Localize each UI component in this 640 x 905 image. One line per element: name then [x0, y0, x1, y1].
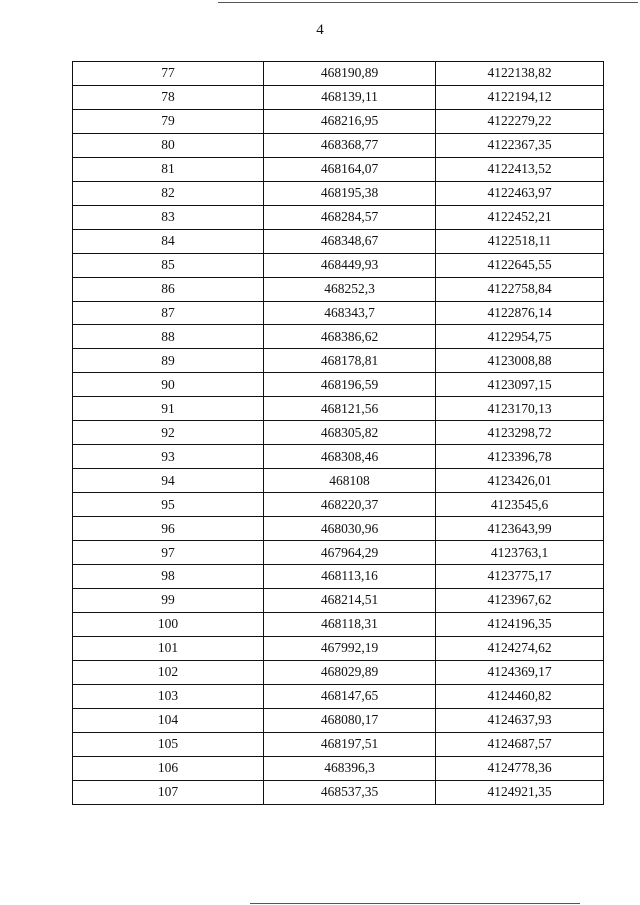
x-coordinate-cell: 468196,59 [264, 373, 436, 397]
table-row [73, 493, 604, 517]
x-coordinate-cell: 468118,31 [264, 612, 436, 636]
table-row [73, 684, 604, 708]
point-number-cell: 99 [73, 588, 264, 612]
point-number-cell: 84 [73, 229, 264, 253]
y-coordinate-cell: 4122452,21 [436, 205, 604, 229]
point-number-cell: 85 [73, 253, 264, 277]
y-coordinate-cell: 4122279,22 [436, 109, 604, 133]
point-number-cell: 80 [73, 133, 264, 157]
table-row [73, 708, 604, 732]
table-row [73, 62, 604, 86]
x-coordinate-cell: 468030,96 [264, 517, 436, 541]
y-coordinate-cell: 4123396,78 [436, 445, 604, 469]
point-number-cell: 87 [73, 301, 264, 325]
point-number-cell: 91 [73, 397, 264, 421]
table-row [73, 133, 604, 157]
x-coordinate-cell: 468252,3 [264, 277, 436, 301]
x-coordinate-cell: 468029,89 [264, 660, 436, 684]
table-row [73, 756, 604, 780]
x-coordinate-cell: 468343,7 [264, 301, 436, 325]
y-coordinate-cell: 4123775,17 [436, 565, 604, 589]
table-row [73, 229, 604, 253]
table-row [73, 301, 604, 325]
x-coordinate-cell: 468396,3 [264, 756, 436, 780]
y-coordinate-cell: 4123170,13 [436, 397, 604, 421]
point-number-cell: 92 [73, 421, 264, 445]
table-row [73, 349, 604, 373]
y-coordinate-cell: 4122645,55 [436, 253, 604, 277]
point-number-cell: 89 [73, 349, 264, 373]
point-number-cell: 88 [73, 325, 264, 349]
x-coordinate-cell: 468214,51 [264, 588, 436, 612]
point-number-cell: 81 [73, 157, 264, 181]
y-coordinate-cell: 4122413,52 [436, 157, 604, 181]
point-number-cell: 101 [73, 636, 264, 660]
x-coordinate-cell: 468197,51 [264, 732, 436, 756]
y-coordinate-cell: 4123008,88 [436, 349, 604, 373]
y-coordinate-cell: 4123643,99 [436, 517, 604, 541]
point-number-cell: 90 [73, 373, 264, 397]
table-row [73, 732, 604, 756]
table-row [73, 181, 604, 205]
coordinates-table-body [73, 62, 604, 805]
y-coordinate-cell: 4124274,62 [436, 636, 604, 660]
y-coordinate-cell: 4123426,01 [436, 469, 604, 493]
point-number-cell: 79 [73, 109, 264, 133]
table-row [73, 780, 604, 804]
y-coordinate-cell: 4123545,6 [436, 493, 604, 517]
table-row [73, 373, 604, 397]
y-coordinate-cell: 4122876,14 [436, 301, 604, 325]
x-coordinate-cell: 468190,89 [264, 62, 436, 86]
y-coordinate-cell: 4124778,36 [436, 756, 604, 780]
table-row [73, 109, 604, 133]
y-coordinate-cell: 4124460,82 [436, 684, 604, 708]
y-coordinate-cell: 4124369,17 [436, 660, 604, 684]
y-coordinate-cell: 4122367,35 [436, 133, 604, 157]
table-row [73, 397, 604, 421]
point-number-cell: 83 [73, 205, 264, 229]
x-coordinate-cell: 468139,11 [264, 85, 436, 109]
x-coordinate-cell: 467992,19 [264, 636, 436, 660]
point-number-cell: 94 [73, 469, 264, 493]
point-number-cell: 96 [73, 517, 264, 541]
point-number-cell: 105 [73, 732, 264, 756]
x-coordinate-cell: 468449,93 [264, 253, 436, 277]
x-coordinate-cell: 468080,17 [264, 708, 436, 732]
point-number-cell: 107 [73, 780, 264, 804]
table-row [73, 541, 604, 565]
y-coordinate-cell: 4123967,62 [436, 588, 604, 612]
table-row [73, 636, 604, 660]
x-coordinate-cell: 468195,38 [264, 181, 436, 205]
table-row [73, 157, 604, 181]
x-coordinate-cell: 468284,57 [264, 205, 436, 229]
y-coordinate-cell: 4123298,72 [436, 421, 604, 445]
point-number-cell: 103 [73, 684, 264, 708]
x-coordinate-cell: 467964,29 [264, 541, 436, 565]
scan-edge-top [218, 2, 638, 3]
y-coordinate-cell: 4124637,93 [436, 708, 604, 732]
table-row [73, 277, 604, 301]
point-number-cell: 100 [73, 612, 264, 636]
x-coordinate-cell: 468216,95 [264, 109, 436, 133]
table-row [73, 565, 604, 589]
x-coordinate-cell: 468220,37 [264, 493, 436, 517]
y-coordinate-cell: 4124921,35 [436, 780, 604, 804]
y-coordinate-cell: 4123097,15 [436, 373, 604, 397]
point-number-cell: 93 [73, 445, 264, 469]
y-coordinate-cell: 4122138,82 [436, 62, 604, 86]
table-row [73, 517, 604, 541]
x-coordinate-cell: 468164,07 [264, 157, 436, 181]
table-row [73, 253, 604, 277]
y-coordinate-cell: 4122758,84 [436, 277, 604, 301]
table-row [73, 612, 604, 636]
x-coordinate-cell: 468368,77 [264, 133, 436, 157]
x-coordinate-cell: 468537,35 [264, 780, 436, 804]
table-row [73, 660, 604, 684]
table-row [73, 469, 604, 493]
y-coordinate-cell: 4124196,35 [436, 612, 604, 636]
point-number-cell: 106 [73, 756, 264, 780]
point-number-cell: 77 [73, 62, 264, 86]
y-coordinate-cell: 4122954,75 [436, 325, 604, 349]
x-coordinate-cell: 468308,46 [264, 445, 436, 469]
x-coordinate-cell: 468305,82 [264, 421, 436, 445]
table-row [73, 588, 604, 612]
point-number-cell: 104 [73, 708, 264, 732]
table-row [73, 205, 604, 229]
scan-edge-bottom [250, 903, 580, 904]
point-number-cell: 102 [73, 660, 264, 684]
coordinates-table [72, 61, 604, 805]
x-coordinate-cell: 468113,16 [264, 565, 436, 589]
x-coordinate-cell: 468348,67 [264, 229, 436, 253]
table-row [73, 85, 604, 109]
table-row [73, 325, 604, 349]
point-number-cell: 78 [73, 85, 264, 109]
y-coordinate-cell: 4122194,12 [436, 85, 604, 109]
y-coordinate-cell: 4124687,57 [436, 732, 604, 756]
page-number: 4 [316, 22, 324, 38]
x-coordinate-cell: 468386,62 [264, 325, 436, 349]
y-coordinate-cell: 4122463,97 [436, 181, 604, 205]
table-row [73, 445, 604, 469]
point-number-cell: 97 [73, 541, 264, 565]
point-number-cell: 98 [73, 565, 264, 589]
point-number-cell: 95 [73, 493, 264, 517]
point-number-cell: 82 [73, 181, 264, 205]
table-row [73, 421, 604, 445]
y-coordinate-cell: 4123763,1 [436, 541, 604, 565]
x-coordinate-cell: 468121,56 [264, 397, 436, 421]
x-coordinate-cell: 468147,65 [264, 684, 436, 708]
point-number-cell: 86 [73, 277, 264, 301]
x-coordinate-cell: 468178,81 [264, 349, 436, 373]
y-coordinate-cell: 4122518,11 [436, 229, 604, 253]
x-coordinate-cell: 468108 [264, 469, 436, 493]
